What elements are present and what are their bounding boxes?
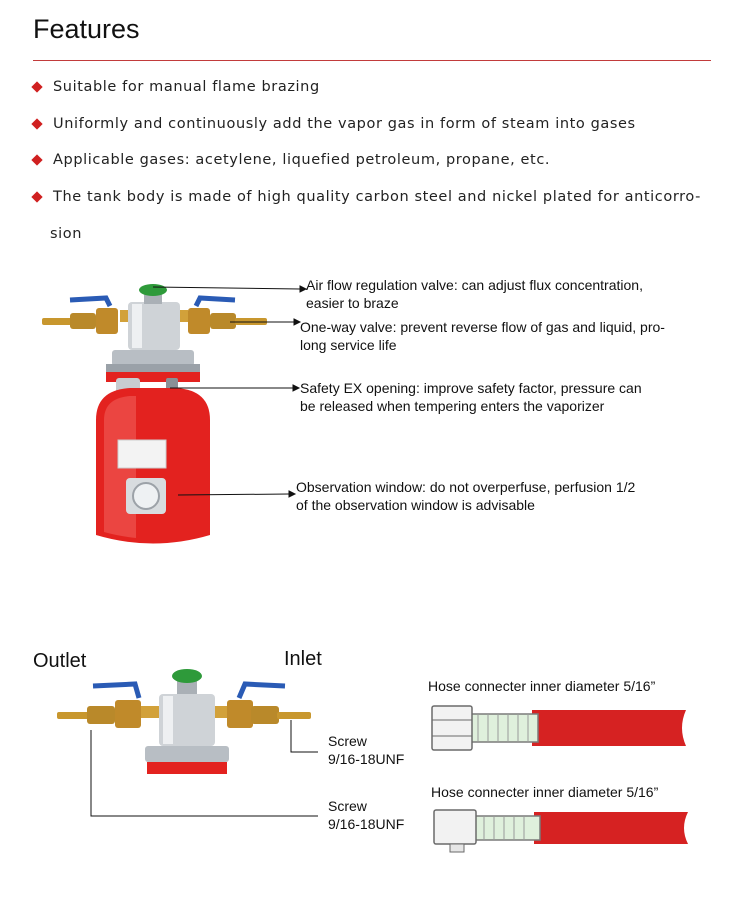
callout-line-2: long service life xyxy=(300,337,397,353)
screw-label: Screw xyxy=(328,798,367,814)
screw-thread-value: 9/16-18UNF xyxy=(328,751,405,767)
callout-line-2: of the observation window is advisable xyxy=(296,497,535,513)
feature-item-continuation: sion xyxy=(50,226,83,242)
page-title: Features xyxy=(33,14,140,44)
outlet-label: Outlet xyxy=(33,650,87,672)
callout-line-1: Observation window: do not overperfuse, perfusion 1/2 xyxy=(296,479,636,495)
screw-spec-outlet xyxy=(328,797,404,833)
callout-line-2: be released when tempering enters the vaporizer xyxy=(300,398,605,414)
hose-connector-bottom xyxy=(430,806,692,856)
callout-line-1: One-way valve: prevent reverse flow of gas and liquid, pro- xyxy=(300,319,665,335)
hose-connector-label-top: Hose connecter inner diameter 5/16” xyxy=(428,678,656,694)
feature-text: Suitable for manual flame brazing xyxy=(53,79,320,95)
inlet-label: Inlet xyxy=(284,648,322,670)
callout-line-2: easier to braze xyxy=(306,295,399,311)
hose-connector-top xyxy=(428,700,690,758)
screw-spec-inlet xyxy=(328,732,404,768)
callout-line-1: Safety EX opening: improve safety factor, pressure can xyxy=(300,380,642,396)
feature-text: The tank body is made of high quality carbon steel and nickel plated for anticorro- xyxy=(53,189,701,205)
feature-text: Uniformly and continuously add the vapor gas in form of steam into gases xyxy=(53,116,636,132)
callout-line-1: Air flow regulation valve: can adjust flux concentration, xyxy=(306,277,643,293)
feature-text: Applicable gases: acetylene, liquefied petroleum, propane, etc. xyxy=(53,152,551,168)
screw-label: Screw xyxy=(328,733,367,749)
hose-connector-label-bottom: Hose connecter inner diameter 5/16” xyxy=(431,784,659,800)
screw-thread-value: 9/16-18UNF xyxy=(328,816,405,832)
